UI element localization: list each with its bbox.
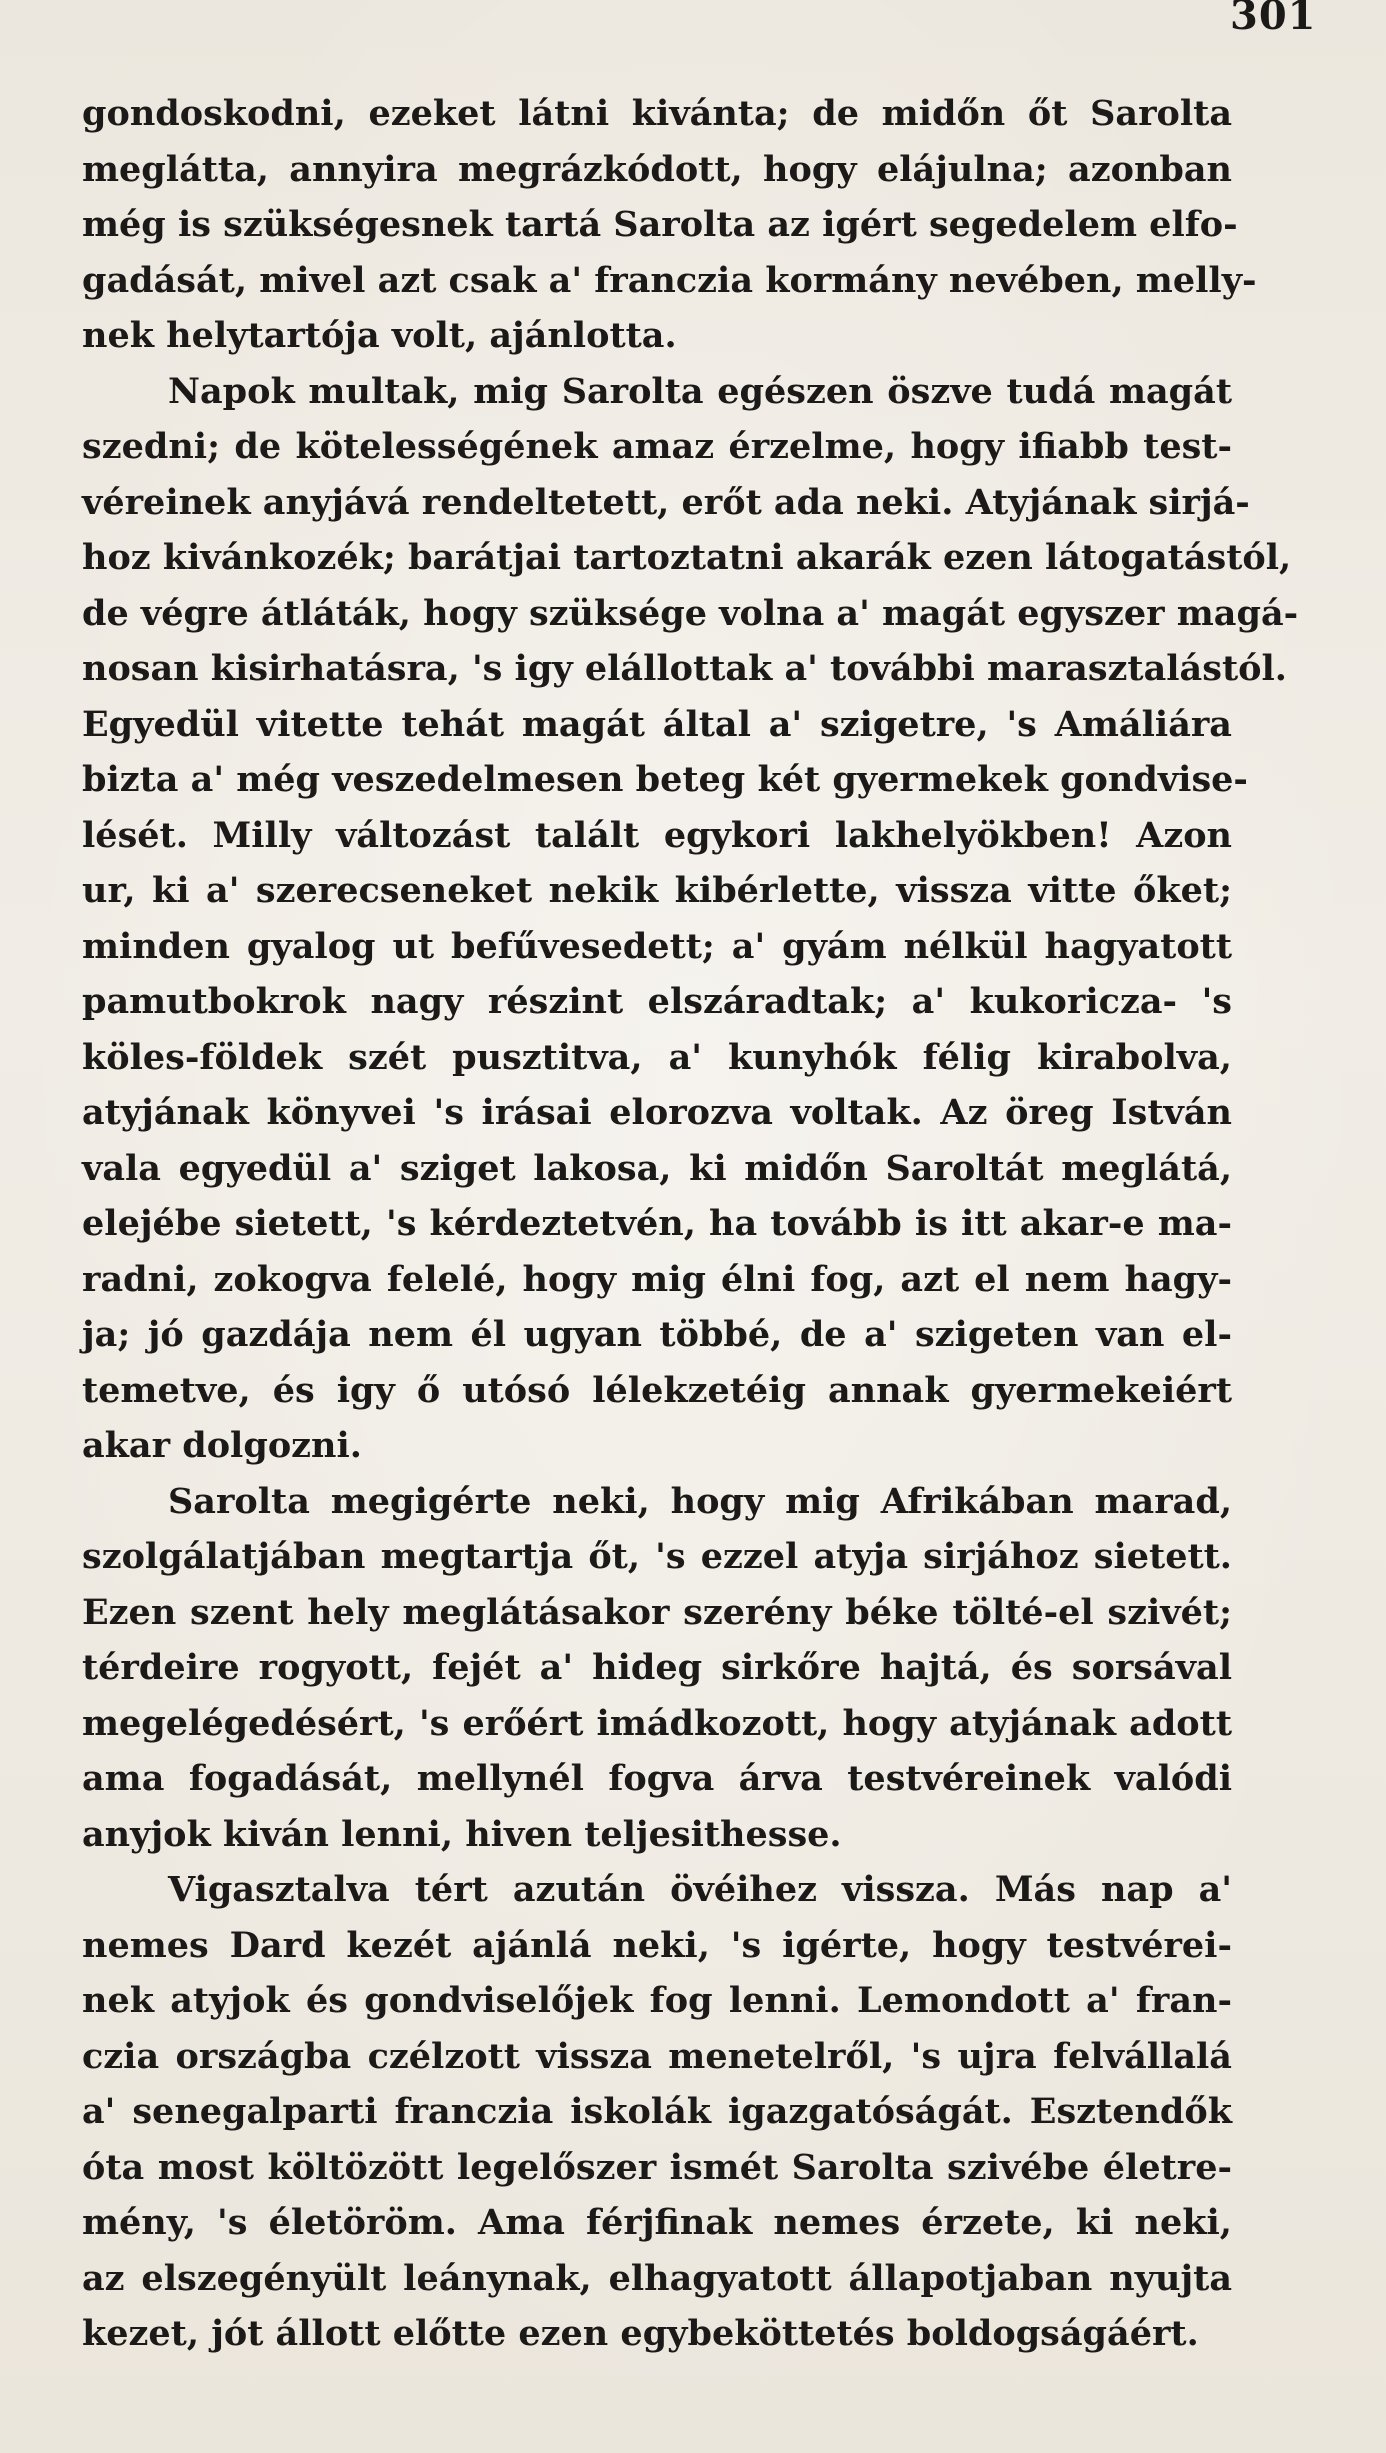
- text-line: véreinek anyjává rendeltetett, erőt ada neki. Atyjának sirjá-: [82, 481, 1250, 523]
- text-line: anyjok kiván lenni, hiven teljesithesse.: [82, 1813, 842, 1855]
- text-line: szedni; de kötelességének amaz érzelme, hogy ifiabb test-: [82, 426, 1232, 467]
- text-line: nek helytartója volt, ajánlotta.: [82, 315, 677, 356]
- text-line: temetve, és igy ő utósó lélekzetéig annak gyermekeiért: [82, 1369, 1232, 1411]
- text-line: szolgálatjában megtartja őt, 's ezzel atyja sirjához sietett.: [82, 1536, 1232, 1577]
- page-number: 301: [1230, 0, 1317, 39]
- text-line: az elszegényült leánynak, elhagyatott állapotjaban nyujta: [82, 2257, 1232, 2299]
- text-line: akar dolgozni.: [82, 1425, 362, 1466]
- text-line: Egyedül vitette tehát magát által a' szigetre, 's Amáliára: [82, 703, 1232, 745]
- text-line: Vigasztalva tért azután övéihez vissza. Más nap a': [168, 1869, 1232, 1910]
- text-line: ama fogadását, mellynél fogva árva testvéreinek valódi: [82, 1758, 1232, 1799]
- text-line: czia országba czélzott vissza menetelről, 's ujra felvállalá: [82, 2035, 1232, 2077]
- text-line: Sarolta megigérte neki, hogy mig Afrikában marad,: [168, 1480, 1232, 1522]
- text-line: köles-földek szét pusztitva, a' kunyhók félig kirabolva,: [82, 1036, 1232, 1078]
- text-line: minden gyalog ut befűvesedett; a' gyám nélkül hagyatott: [82, 925, 1232, 967]
- text-line: térdeire rogyott, fejét a' hideg sirkőre hajtá, és sorsával: [82, 1647, 1232, 1688]
- text-line: bizta a' még veszedelmesen beteg két gyermekek gondvise-: [82, 759, 1248, 800]
- body-text: [82, 86, 1299, 2362]
- text-line: kezet, jót állott előtte ezen egybeköttetés boldogságáért.: [82, 2313, 1199, 2354]
- text-line: meglátta, annyira megrázkódott, hogy elájulna; azonban: [82, 148, 1232, 190]
- text-line: elejébe sietett, 's kérdeztetvén, ha tovább is itt akar-e ma-: [82, 1203, 1232, 1244]
- text-line: lését. Milly változást talált egykori lakhelyökben! Azon: [82, 814, 1232, 856]
- text-line: vala egyedül a' sziget lakosa, ki midőn Saroltát meglátá,: [82, 1147, 1232, 1189]
- text-line: óta most költözött legelőszer ismét Sarolta szivébe életre-: [82, 2146, 1232, 2188]
- text-line: hoz kivánkozék; barátjai tartoztatni akarák ezen látogatástól,: [82, 537, 1292, 578]
- text-line: nemes Dard kezét ajánlá neki, 's igérte, hogy testvérei-: [82, 1924, 1232, 1966]
- text-line: Napok multak, mig Sarolta egészen öszve tudá magát: [168, 370, 1232, 412]
- text-line: pamutbokrok nagy részint elszáradtak; a' kukoricza- 's: [82, 981, 1232, 1022]
- text-line: ur, ki a' szerecseneket nekik kibérlette, vissza vitte őket;: [82, 870, 1232, 911]
- text-line: a' senegalparti franczia iskolák igazgatóságát. Esztendők: [82, 2091, 1232, 2132]
- text-line: de végre átláták, hogy szüksége volna a' magát egyszer magá-: [82, 592, 1299, 634]
- text-line: még is szükségesnek tartá Sarolta az igért segedelem elfo-: [82, 204, 1238, 245]
- text-line: nek atyjok és gondviselőjek fog lenni. Lemondott a' fran-: [82, 1980, 1232, 2021]
- text-line: atyjának könyvei 's irásai elorozva voltak. Az öreg István: [82, 1092, 1232, 1133]
- text-line: nosan kisirhatásra, 's igy elállottak a' további marasztalástól.: [82, 648, 1287, 689]
- text-line: mény, 's életöröm. Ama férjfinak nemes érzete, ki neki,: [82, 2202, 1232, 2243]
- text-line: gadását, mivel azt csak a' franczia kormány nevében, melly-: [82, 259, 1257, 301]
- text-line: ja; jó gazdája nem él ugyan többé, de a' szigeten van el-: [82, 1314, 1232, 1355]
- text-line: Ezen szent hely meglátásakor szerény béke tölté-el szivét;: [82, 1591, 1232, 1633]
- text-line: radni, zokogva felelé, hogy mig élni fog, azt el nem hagy-: [82, 1258, 1232, 1300]
- text-line: gondoskodni, ezeket látni kivánta; de midőn őt Sarolta: [82, 93, 1232, 134]
- text-line: megelégedésért, 's erőért imádkozott, hogy atyjának adott: [82, 1702, 1232, 1744]
